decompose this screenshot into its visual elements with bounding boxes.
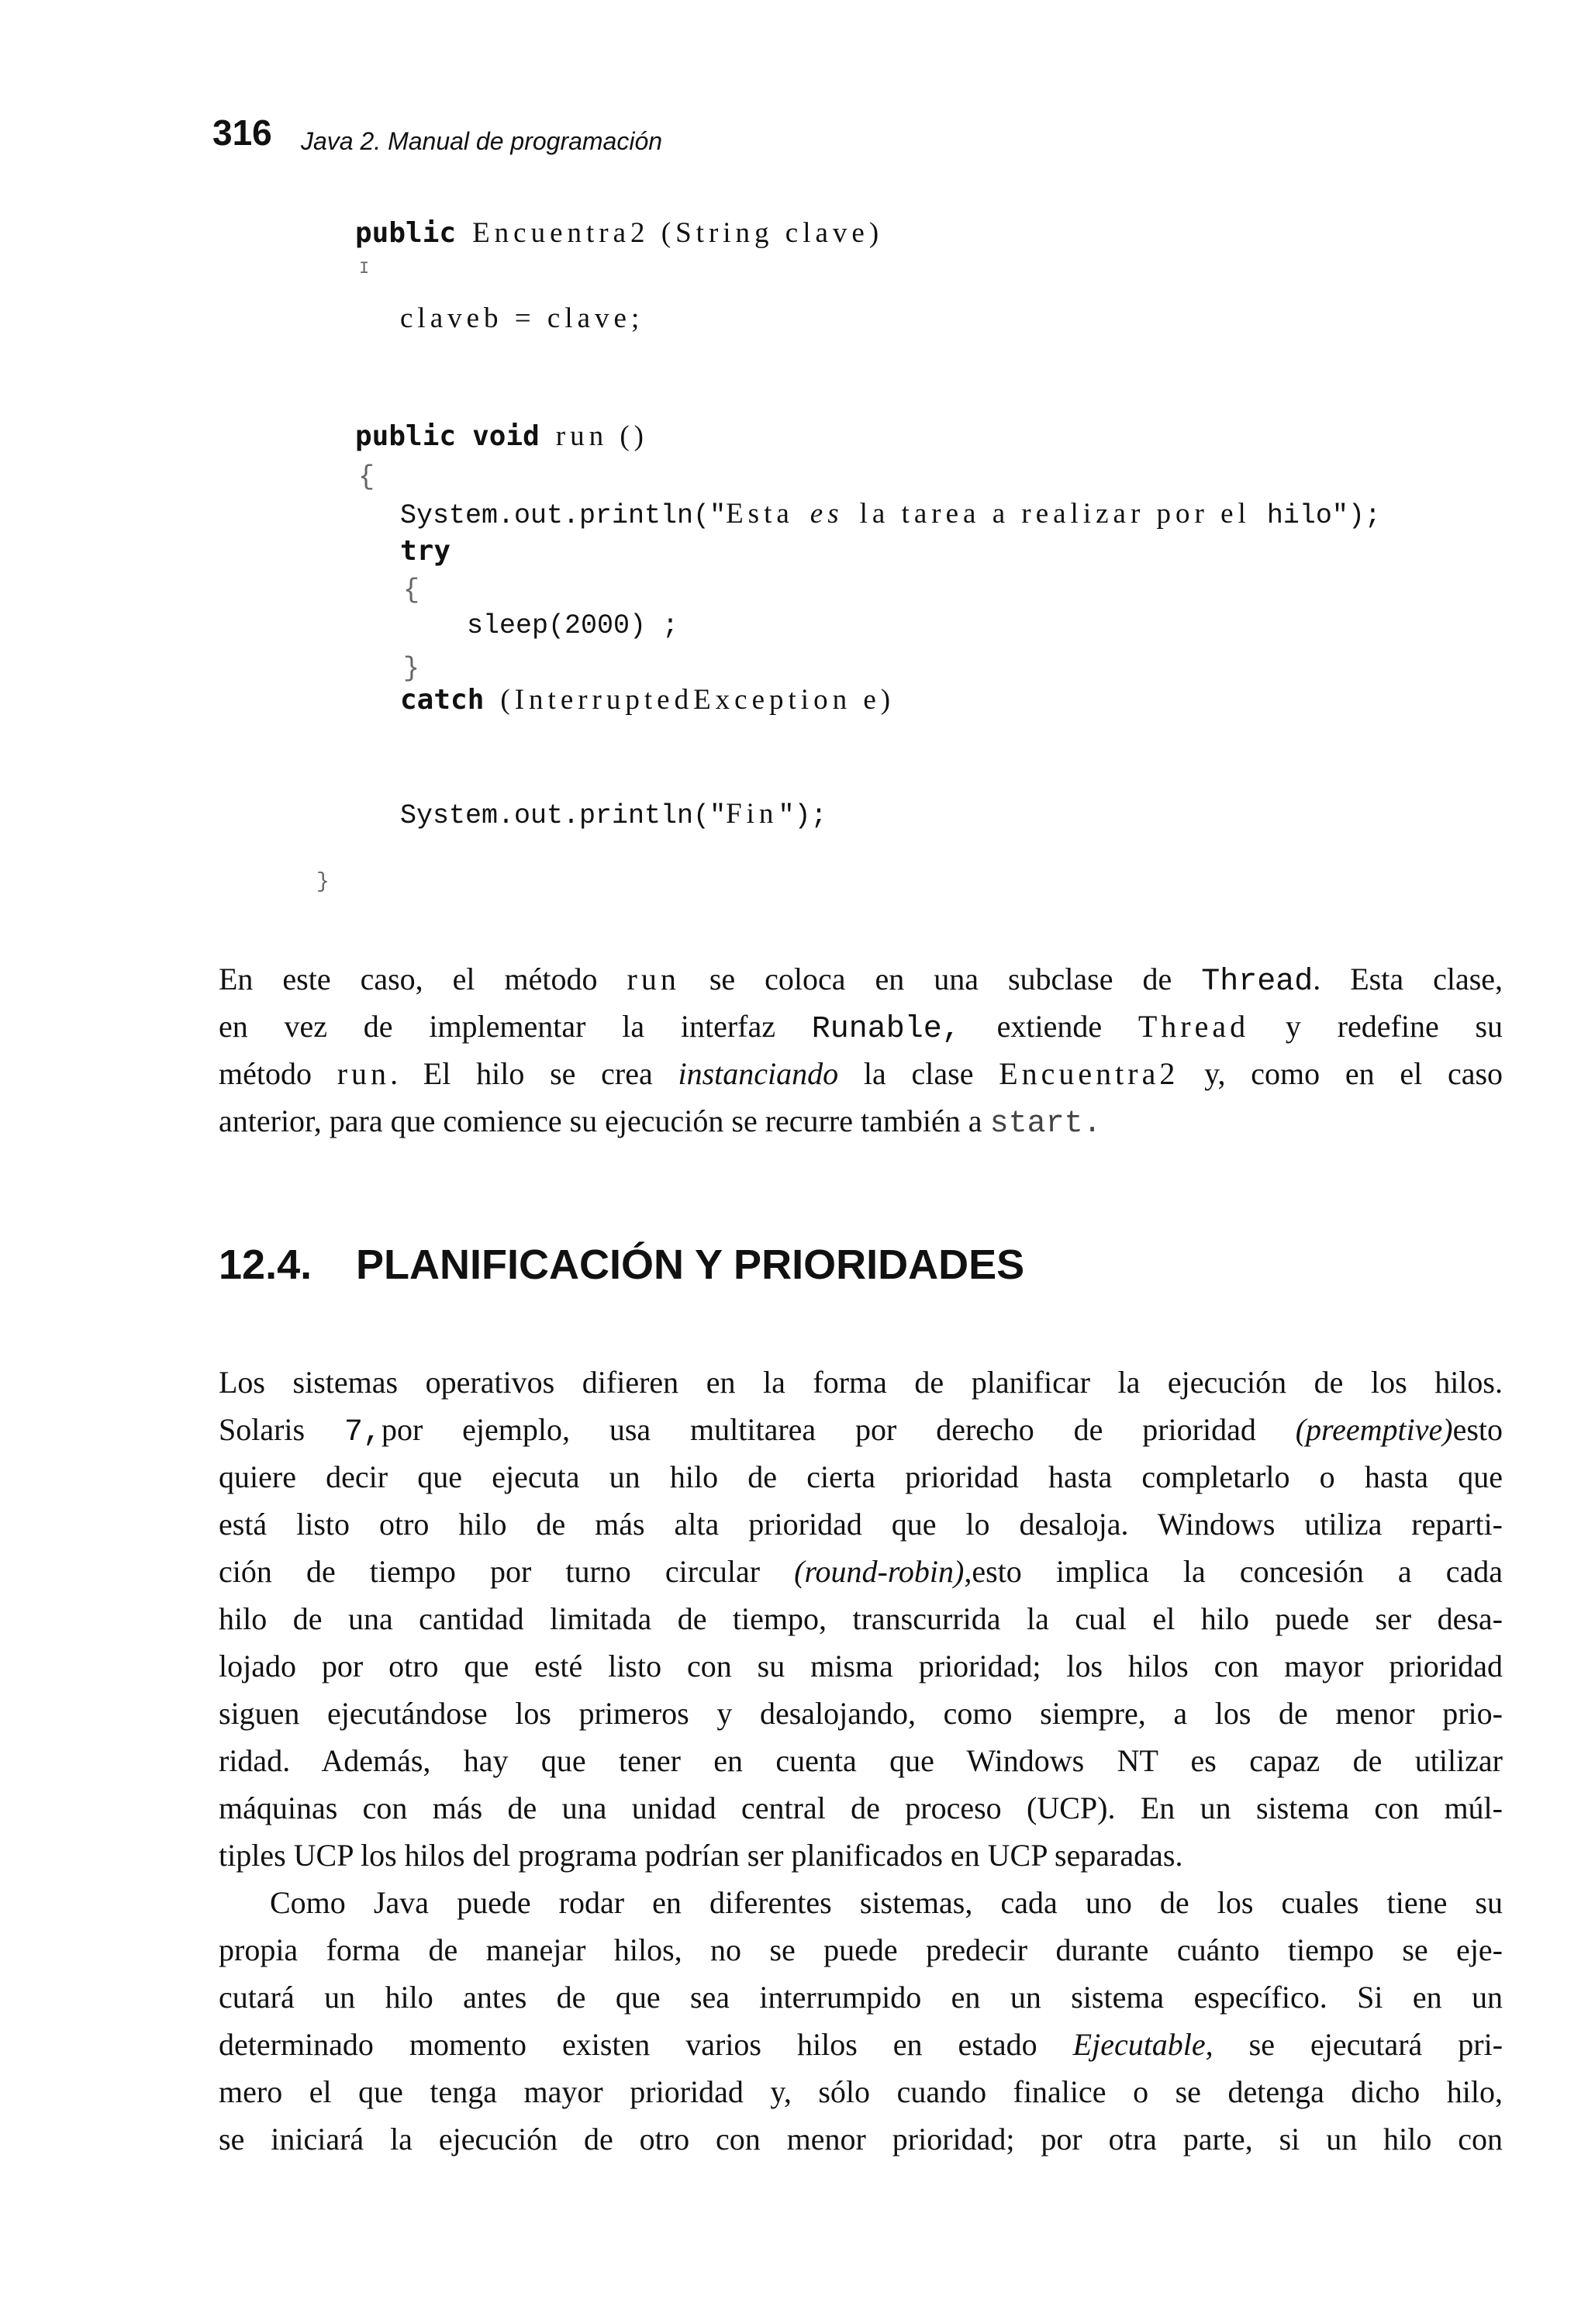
code-line-9: sleep(2000) ; — [467, 610, 679, 641]
inline-code: Encuentra2 — [999, 1056, 1179, 1091]
code-line-12 — [400, 799, 827, 830]
page-number: 316 — [212, 112, 272, 153]
code-text: hilo"); — [1266, 500, 1381, 531]
inline-code: Thread — [1137, 1009, 1250, 1044]
code-text: Encuentra2 (String clave) — [472, 217, 884, 249]
code-text: la tarea a realizar por el — [859, 498, 1251, 530]
code-line-1 — [355, 219, 883, 249]
code-line-7 — [400, 537, 451, 567]
code-keyword: public — [355, 420, 457, 452]
text-span: extiende — [996, 1009, 1103, 1044]
text-line: lojado por otro que esté listo con su misma prioridad; los hilos con mayor prioridad — [219, 1649, 1503, 1683]
italic-term: Ejecutable, — [1072, 2027, 1213, 2062]
text-line: quiere decir que ejecuta un hilo de cierta prioridad hasta completarlo o hasta que — [219, 1459, 1503, 1494]
text-line: hilo de una cantidad limitada de tiempo, transcurrida la cual el hilo puede ser desa- — [219, 1601, 1503, 1636]
italic-term: instanciando — [678, 1056, 839, 1091]
text-line — [219, 1003, 1503, 1050]
code-keyword: try — [400, 535, 451, 567]
text-span: la clase — [863, 1056, 974, 1091]
inline-code: Runable, — [811, 1012, 961, 1047]
text-span: y redefine su — [1285, 1009, 1503, 1044]
code-line-3 — [400, 304, 644, 334]
section-heading — [219, 1241, 1025, 1288]
text-span: y, como en el caso — [1204, 1056, 1503, 1091]
section-title: PLANIFICACIÓN Y PRIORIDADES — [356, 1241, 1025, 1288]
text-line — [219, 955, 1503, 1003]
text-line: Como Java puede rodar en diferentes sistemas, cada uno de los cuales tiene su — [270, 1885, 1503, 1920]
inline-code: run — [337, 1056, 391, 1091]
code-line-11 — [400, 685, 895, 716]
code-text: "); — [778, 800, 827, 831]
code-text: Esta — [726, 498, 794, 530]
text-line: cutará un hilo antes de que sea interrumpido en un sistema específico. Si en un — [219, 1980, 1503, 2015]
text-span: por ejemplo, usa multitarea por derecho de prioridad — [381, 1412, 1256, 1447]
inline-code: run — [627, 962, 680, 996]
text-span: se coloca en una subclase de — [709, 962, 1172, 996]
code-text: Fin — [726, 798, 778, 830]
text-line: siguen ejecutándose los primeros y desalojando, como siempre, a los de menor prio- — [219, 1696, 1503, 1731]
text-line: Los sistemas operativos difieren en la forma de planificar la ejecución de los hilos. — [219, 1365, 1503, 1400]
inline-code: start. — [989, 1107, 1102, 1141]
code-text: System.out.println(" — [400, 500, 727, 531]
code-text: claveb = clave; — [400, 302, 644, 334]
text-line: propia forma de manejar hilos, no se puede predecir durante cuánto tiempo se eje- — [219, 1932, 1503, 1967]
text-span: esto — [1452, 1412, 1503, 1447]
code-line-4 — [355, 422, 648, 452]
text-span: en vez de implementar la interfaz — [219, 1009, 775, 1044]
code-line-8: { — [403, 575, 420, 606]
paragraph-3 — [219, 1879, 1503, 2163]
text-line: se iniciará la ejecución de otro con menor prioridad; por otra parte, si un hilo con — [219, 2122, 1503, 2157]
text-span: . El hilo se crea — [390, 1056, 653, 1091]
code-text: (InterruptedException e) — [500, 684, 896, 716]
code-text: run () — [555, 420, 648, 452]
text-line — [219, 2021, 1503, 2068]
text-line — [219, 1050, 1503, 1097]
italic-term: (preemptive) — [1295, 1412, 1453, 1447]
code-line-13: } — [316, 870, 330, 894]
italic-term: (round-robin), — [794, 1554, 972, 1589]
text-span: Solaris — [219, 1412, 306, 1447]
text-line — [219, 1097, 1503, 1145]
text-line: mero el que tenga mayor prioridad y, sólo cuando finalice o se detenga dicho hilo, — [219, 2074, 1503, 2109]
text-line: ridad. Además, hay que tener en cuenta que Windows NT es capaz de utilizar — [219, 1743, 1503, 1778]
paragraph-2 — [219, 1359, 1503, 1879]
text-span: 7, — [343, 1415, 381, 1450]
text-span: se ejecutará pri- — [1248, 2027, 1503, 2062]
code-keyword: public — [355, 217, 457, 249]
code-line-2: I — [359, 259, 370, 278]
text-span: . Esta clase, — [1313, 962, 1503, 996]
code-text: es — [810, 498, 844, 530]
book-title: Java 2. Manual de programación — [301, 127, 663, 155]
text-line: tiples UCP los hilos del programa podrían ser planificados en UCP separadas. — [219, 1838, 1183, 1873]
text-line: está listo otro hilo de más alta prioridad que lo desaloja. Windows utiliza reparti- — [219, 1507, 1503, 1542]
text-span: En este caso, el método — [219, 962, 598, 996]
code-keyword: void — [472, 420, 540, 452]
paragraph-1 — [219, 955, 1503, 1145]
code-line-5: { — [358, 461, 375, 492]
text-span: ción de tiempo por turno circular — [219, 1554, 761, 1589]
text-span: determinado momento existen varios hilos en estado — [219, 2027, 1037, 2062]
text-line — [219, 1548, 1503, 1595]
text-span: esto implica la concesión a cada — [972, 1554, 1503, 1589]
code-line-6 — [400, 499, 1381, 530]
code-line-10: } — [403, 653, 420, 684]
code-text: System.out.println(" — [400, 800, 727, 831]
section-number: 12.4. — [219, 1241, 312, 1288]
inline-code: Thread — [1201, 965, 1314, 1000]
text-line: máquinas con más de una unidad central de proceso (UCP). En un sistema con múl- — [219, 1790, 1503, 1825]
code-keyword: catch — [400, 684, 485, 716]
text-line — [219, 1406, 1503, 1453]
text-span: anterior, para que comience su ejecución se recurre también a — [219, 1103, 982, 1138]
text-span: método — [219, 1056, 312, 1091]
